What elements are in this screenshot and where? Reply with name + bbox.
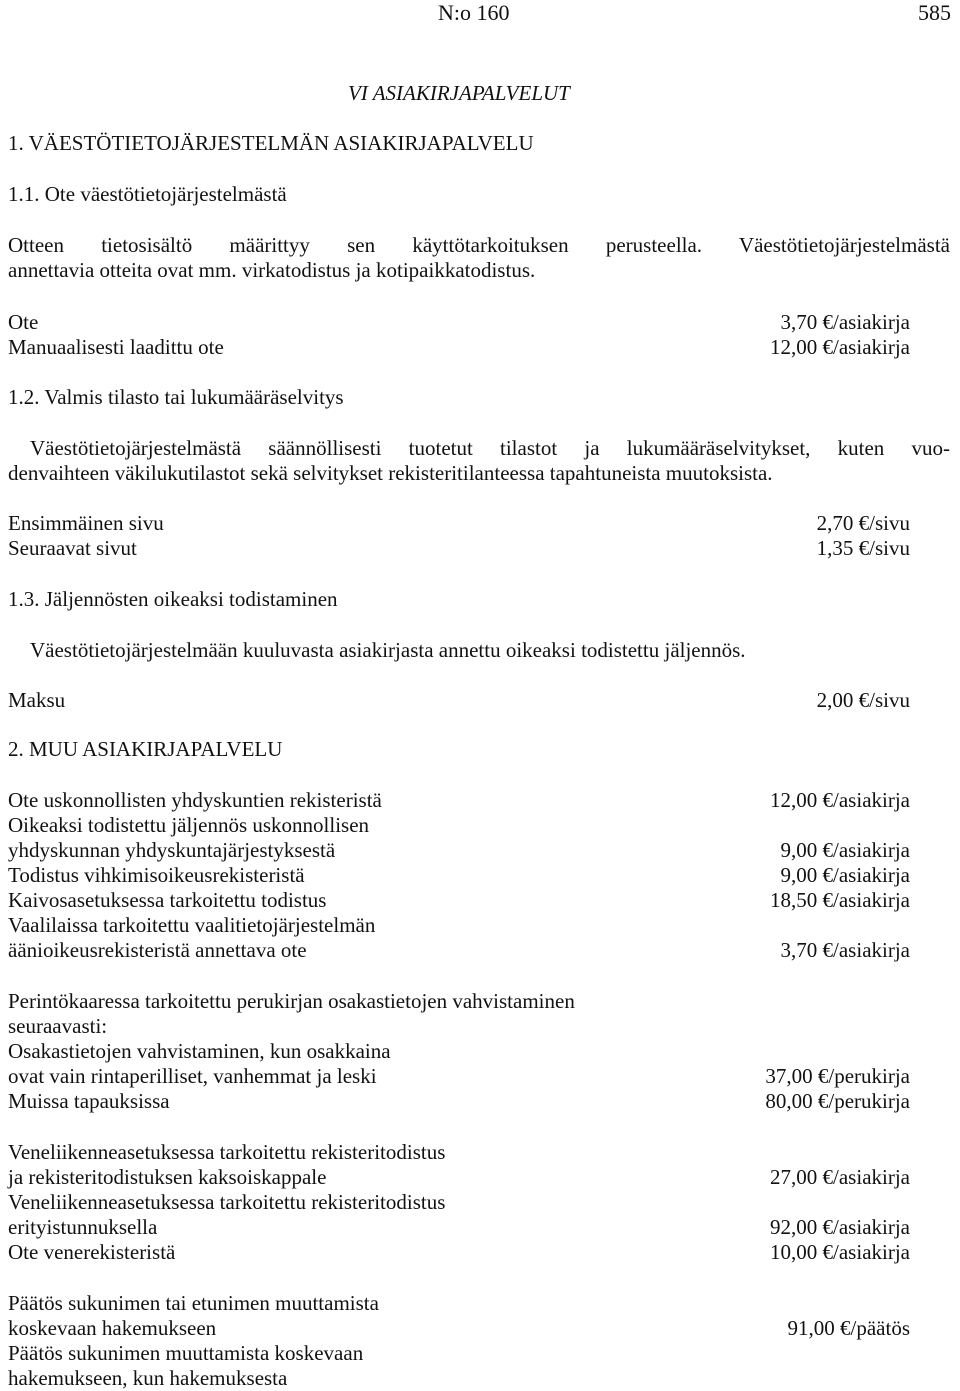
fee-price: 2,00 €/sivu (816, 688, 910, 712)
fee-price: 12,00 €/asiakirja (770, 788, 910, 812)
fee-price: 9,00 €/asiakirja (780, 838, 910, 862)
fee-price: 2,70 €/sivu (816, 511, 910, 535)
fee-item (8, 913, 910, 963)
fee-label: Todistus vihkimisoikeusrekisteristä (8, 863, 305, 887)
fee-price: 80,00 €/perukirja (765, 1089, 910, 1113)
fee-item (8, 863, 910, 888)
fee-label: äänioikeusrekisteristä annettava ote (8, 938, 307, 962)
fee-price: 9,00 €/asiakirja (780, 863, 910, 887)
fee-price: 37,00 €/perukirja (765, 1064, 910, 1088)
document-page (8, 0, 950, 1390)
text-line: seuraavasti: (8, 1014, 108, 1038)
fee-label: erityistunnuksella (8, 1215, 158, 1239)
text-line: Otteen tietosisältö määrittyy sen käyttötarkoituksen perusteella. Väestötietojärjestelmästä (8, 233, 950, 257)
fee-label: hakemukseen, kun hakemuksesta (8, 1366, 288, 1390)
fee-label: Veneliikenneasetuksessa tarkoitettu rekisteritodistus (8, 1140, 446, 1164)
subsection-1-3-heading: 1.3. Jäljennösten oikeaksi todistaminen (8, 587, 338, 611)
part-title: VI ASIAKIRJAPALVELUT (348, 81, 570, 105)
fee-price: 12,00 €/asiakirja (770, 335, 910, 359)
fee-item (8, 813, 910, 863)
fee-item (8, 888, 910, 913)
fee-label: Ensimmäinen sivu (8, 511, 164, 535)
fee-price: 3,70 €/asiakirja (780, 938, 910, 962)
fee-label: ja rekisteritodistuksen kaksoiskappale (8, 1165, 327, 1189)
subsection-1-1-heading: 1.1. Ote väestötietojärjestelmästä (8, 182, 287, 206)
fee-price: 92,00 €/asiakirja (770, 1215, 910, 1239)
subsection-1-2-heading: 1.2. Valmis tilasto tai lukumääräselvitys (8, 385, 344, 409)
fee-label: Maksu (8, 688, 66, 712)
section-1-heading: 1. VÄESTÖTIETOJÄRJESTELMÄN ASIAKIRJAPALVELU (8, 131, 534, 155)
fee-label: Muissa tapauksissa (8, 1089, 170, 1113)
fee-row (8, 511, 910, 536)
text-line: denvaihteen väkilukutilastot sekä selvitykset rekisteritilanteessa tapahtuneista muutoksista. (8, 461, 773, 485)
fee-row (8, 688, 910, 713)
fee-price: 91,00 €/päätös (787, 1316, 910, 1340)
fee-label: Päätös sukunimen muuttamista koskevaan (8, 1341, 364, 1365)
text-line: Perintökaaressa tarkoitettu perukirjan osakastietojen vahvistaminen (8, 989, 575, 1013)
fee-row (8, 335, 910, 360)
page-number: 585 (918, 0, 951, 25)
fee-label: Päätös sukunimen tai etunimen muuttamista (8, 1291, 379, 1315)
section-2-heading: 2. MUU ASIAKIRJAPALVELU (8, 737, 283, 761)
fee-label: ovat vain rintaperilliset, vanhemmat ja leski (8, 1064, 377, 1088)
fee-label: Osakastietojen vahvistaminen, kun osakkaina (8, 1039, 391, 1063)
fee-item (8, 1240, 910, 1265)
perukirja-intro (8, 989, 910, 1039)
fee-label: Seuraavat sivut (8, 536, 137, 560)
subsection-1-1-text (8, 233, 950, 283)
fee-item (8, 1140, 910, 1190)
fee-label: Ote venerekisteristä (8, 1240, 176, 1264)
fee-label: Manuaalisesti laadittu ote (8, 335, 224, 359)
fee-row (8, 310, 910, 335)
fee-label: Kaivosasetuksessa tarkoitettu todistus (8, 888, 327, 912)
fee-item (8, 1341, 910, 1391)
fee-price: 3,70 €/asiakirja (780, 310, 910, 334)
fee-item (8, 1190, 910, 1240)
issue-number: N:o 160 (438, 0, 510, 25)
fee-item (8, 1089, 910, 1114)
fee-label: Veneliikenneasetuksessa tarkoitettu rekisteritodistus (8, 1190, 446, 1214)
fee-row (8, 536, 910, 561)
fee-label: Oikeaksi todistettu jäljennös uskonnollisen (8, 813, 370, 837)
text-line: Väestötietojärjestelmästä säännöllisesti tuotetut tilastot ja lukumääräselvitykset, kuten vuo- (30, 436, 950, 460)
fee-price: 1,35 €/sivu (816, 536, 910, 560)
fee-label: yhdyskunnan yhdyskuntajärjestyksestä (8, 838, 336, 862)
fee-item (8, 1039, 910, 1089)
fee-price: 10,00 €/asiakirja (770, 1240, 910, 1264)
fee-label: Vaalilaissa tarkoitettu vaalitietojärjestelmän (8, 913, 376, 937)
fee-price: 27,00 €/asiakirja (770, 1165, 910, 1189)
text-line: annettavia otteita ovat mm. virkatodistus ja kotipaikkatodistus. (8, 258, 536, 282)
fee-label: koskevaan hakemukseen (8, 1316, 217, 1340)
fee-item (8, 1291, 910, 1341)
fee-label: Ote (8, 310, 39, 334)
fee-price: 18,50 €/asiakirja (770, 888, 910, 912)
fee-label: Ote uskonnollisten yhdyskuntien rekisteristä (8, 788, 382, 812)
subsection-1-3-text: Väestötietojärjestelmään kuuluvasta asiakirjasta annettu oikeaksi todistettu jäljennös. (30, 638, 746, 662)
fee-item (8, 788, 910, 813)
subsection-1-2-text (8, 436, 950, 486)
